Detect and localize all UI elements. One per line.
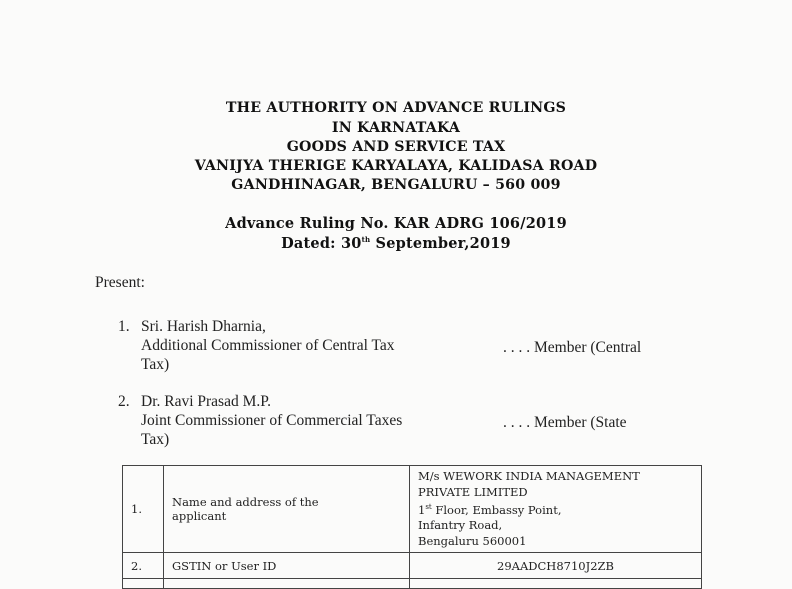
member-designation: Joint Commissioner of Commercial Taxes <box>141 412 403 429</box>
member-number: 1. <box>118 318 130 335</box>
member-number: 2. <box>118 393 130 410</box>
ruling-number: Advance Ruling No. KAR ADRG 106/2019 <box>225 215 567 232</box>
row-label: Name and address of the applicant <box>164 466 410 553</box>
table-row <box>123 553 702 579</box>
gstin-value: 29AADCH8710J2ZB <box>410 553 702 579</box>
authority-address-line1: VANIJYA THERIGE KARYALAYA, KALIDASA ROAD <box>194 158 598 174</box>
authority-title: THE AUTHORITY ON ADVANCE RULINGS <box>225 100 567 116</box>
authority-address-line2: GANDHINAGAR, BENGALURU – 560 009 <box>231 177 561 193</box>
row-number: 1. <box>123 466 164 553</box>
member-role-cont: Tax) <box>141 356 170 373</box>
member-role: . . . . Member (Central <box>503 339 642 356</box>
table-row-partial <box>123 579 702 589</box>
ruling-date: Dated: 30th September,2019 <box>281 235 511 252</box>
applicant-name-address: M/s WEWORK INDIA MANAGEMENT PRIVATE LIMITED 1st Floor, Embassy Point, Infantry Road, Bengaluru 560001 <box>410 466 702 553</box>
member-name: Sri. Harish Dharnia, <box>141 318 266 335</box>
member-role-cont: Tax) <box>141 431 170 448</box>
applicant-details-table <box>122 465 702 589</box>
authority-tax: GOODS AND SERVICE TAX <box>286 139 506 155</box>
row-number: 2. <box>123 553 164 579</box>
member-name: Dr. Ravi Prasad M.P. <box>141 393 272 410</box>
authority-state: IN KARNATAKA <box>331 120 461 136</box>
table-row <box>123 466 702 553</box>
present-label: Present: <box>95 274 145 291</box>
member-role: . . . . Member (State <box>503 414 627 431</box>
row-label: GSTIN or User ID <box>164 553 410 579</box>
member-designation: Additional Commissioner of Central Tax <box>141 337 395 354</box>
